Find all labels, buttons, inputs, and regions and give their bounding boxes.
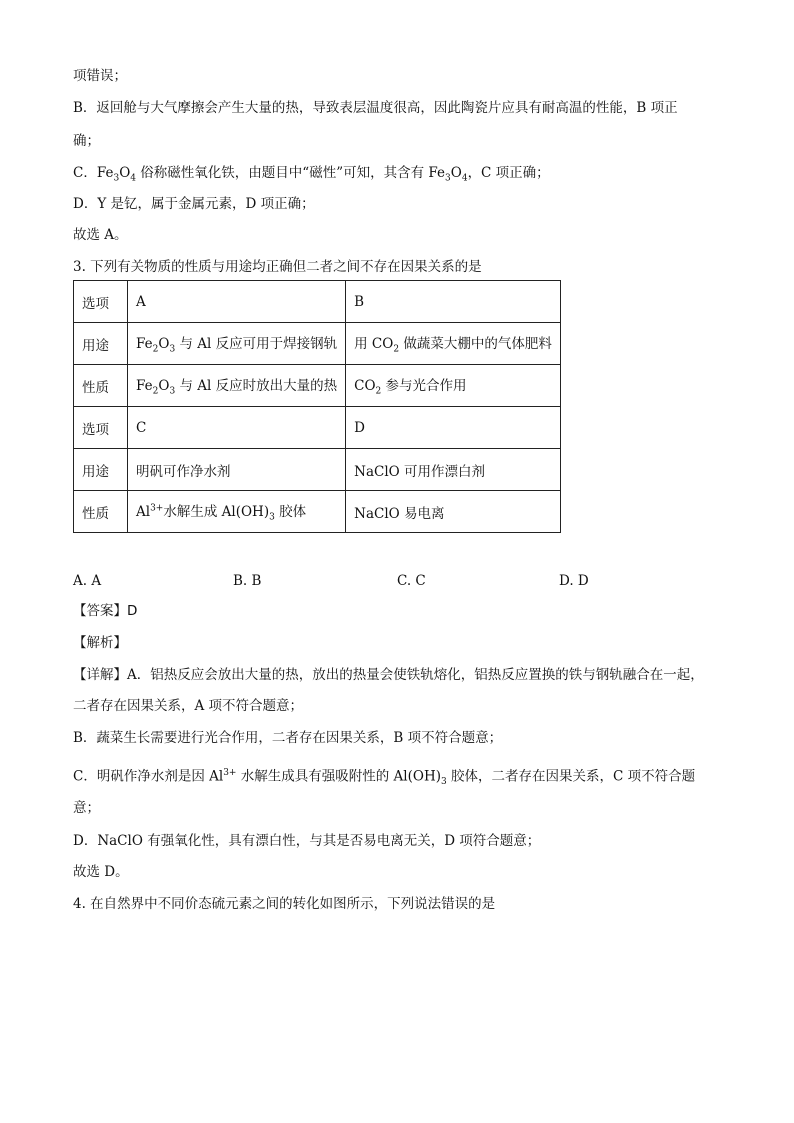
text-span: O	[158, 336, 170, 353]
table-row	[74, 407, 561, 449]
explain-line: 意；	[73, 800, 100, 816]
text-span: 水解生成 Al(OH)	[163, 504, 270, 521]
table-row	[74, 365, 561, 407]
explain-line: 【详解】A．铝热反应会放出大量的热，放出的热量会使铁轨熔化，铝热反应置换的铁与钢轨融合在一起，	[73, 667, 704, 683]
table-cell: 选项	[74, 281, 128, 323]
superscript: 3+	[223, 768, 237, 778]
table-cell: A	[128, 281, 346, 323]
subscript: 4	[130, 173, 136, 184]
subscript: 3	[269, 512, 275, 523]
table-cell	[346, 323, 561, 365]
text-span: 与 Al 反应时放出大量的热	[175, 378, 338, 395]
table-cell: D	[346, 407, 561, 449]
text-span: O	[119, 165, 131, 181]
subscript: 2	[152, 386, 159, 397]
text-span: Fe	[136, 378, 153, 395]
text-span: 用 CO	[354, 336, 394, 353]
subscript: 2	[375, 386, 382, 397]
question-3-stem: 3. 下列有关物质的性质与用途均正确但二者之间不存在因果关系的是	[73, 259, 482, 275]
explain-line	[73, 763, 695, 792]
table-cell: 性质	[74, 365, 128, 407]
text-span: Al	[136, 504, 151, 521]
table-cell: 明矾可作净水剂	[128, 449, 346, 491]
choice-d: D. D	[559, 573, 589, 589]
text-span: O	[158, 378, 170, 395]
text-span: 参与光合作用	[381, 378, 467, 395]
subscript: 3	[169, 386, 176, 397]
text-line: D．Y 是钇，属于金属元素，D 项正确；	[73, 196, 315, 212]
analysis-label: 【解析】	[73, 635, 127, 651]
table-row	[74, 323, 561, 365]
text-line: B．返回舱与大气摩擦会产生大量的热，导致表层温度很高，因此陶瓷片应具有耐高温的性能，B 项正	[73, 100, 678, 116]
explain-line: D．NaClO 有强氧化性，具有漂白性，与其是否易电离无关，D 项符合题意；	[73, 833, 541, 849]
table-cell: NaClO 可用作漂白剂	[346, 449, 561, 491]
text-span: O	[450, 165, 462, 181]
text-span: C．Fe	[73, 165, 114, 181]
subscript: 4	[461, 173, 468, 184]
choice-b: B. B	[233, 573, 262, 589]
table-row	[74, 449, 561, 491]
subscript: 3	[445, 173, 451, 184]
table-cell	[128, 491, 346, 533]
subscript: 3	[441, 777, 447, 788]
choice-c: C. C	[397, 573, 426, 589]
table-cell: 性质	[74, 491, 128, 533]
subscript: 2	[152, 344, 159, 355]
text-line: 项错误；	[73, 68, 127, 84]
subscript: 3	[169, 344, 176, 355]
text-span: 俗称磁性氧化铁，由题目中“磁性”可知，其含有 Fe	[136, 165, 446, 181]
table-row	[74, 281, 561, 323]
table-cell: 用途	[74, 323, 128, 365]
table-cell: C	[128, 407, 346, 449]
question-4-stem: 4. 在自然界中不同价态硫元素之间的转化如图所示，下列说法错误的是	[73, 896, 496, 912]
text-span: 水解生成具有强吸附性的 Al(OH)	[236, 768, 441, 785]
table-cell: NaClO 易电离	[346, 491, 561, 533]
table-cell: 用途	[74, 449, 128, 491]
explain-line: B．蔬菜生长需要进行光合作用，二者存在因果关系，B 项不符合题意；	[73, 730, 503, 746]
text-span: 胶体，二者存在因果关系，C 项不符合题	[446, 768, 696, 785]
text-span: ，C 项正确；	[467, 165, 550, 181]
text-span: Fe	[136, 336, 153, 353]
text-span: 胶体	[274, 504, 307, 521]
answer-label: 【答案】D	[73, 603, 138, 619]
superscript: 3+	[150, 503, 164, 514]
table-cell	[128, 323, 346, 365]
text-line: 确；	[73, 133, 100, 149]
text-span: 做蔬菜大棚中的气体肥料	[399, 336, 552, 353]
text-line	[73, 163, 550, 189]
subscript: 3	[113, 173, 120, 184]
text-line: 故选 A。	[73, 227, 128, 243]
options-table	[73, 280, 561, 533]
choice-a: A. A	[73, 573, 102, 589]
subscript: 2	[393, 344, 400, 355]
table-row	[74, 491, 561, 533]
text-span: 与 Al 反应可用于焊接钢轨	[175, 336, 338, 353]
explain-line: 故选 D。	[73, 864, 129, 880]
table-cell	[346, 365, 561, 407]
text-span: C．明矾作净水剂是因 Al	[73, 768, 224, 785]
table-cell	[128, 365, 346, 407]
table-cell: 选项	[74, 407, 128, 449]
table-cell: B	[346, 281, 561, 323]
explain-line: 二者存在因果关系，A 项不符合题意；	[73, 698, 304, 714]
text-span: CO	[354, 378, 376, 395]
